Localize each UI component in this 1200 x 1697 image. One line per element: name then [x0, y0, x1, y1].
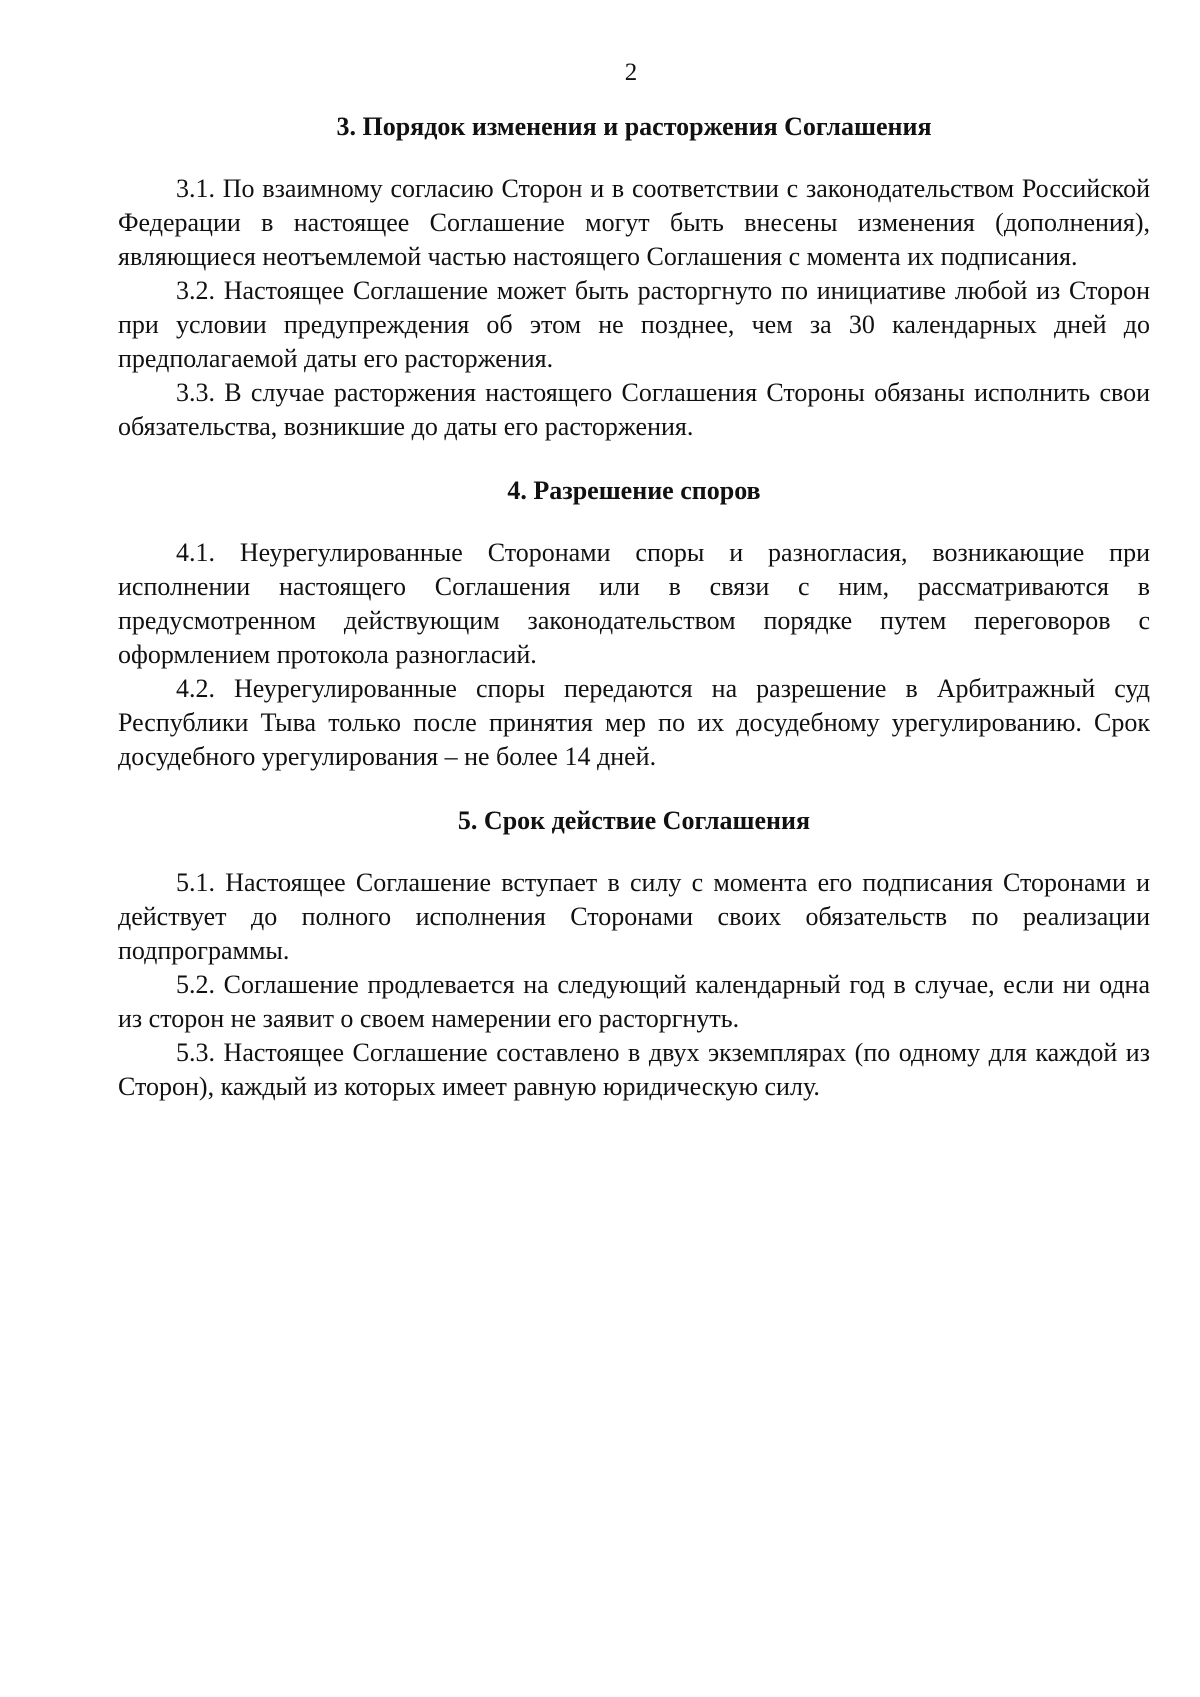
paragraph-3-3: 3.3. В случае расторжения настоящего Соглашения Стороны обязаны исполнить свои обязательства, возникшие до даты его расторжения.: [118, 378, 1150, 441]
page-number: 2: [624, 59, 638, 86]
document-body: [118, 110, 1150, 1104]
section-title: 5. Срок действие Соглашения: [457, 806, 811, 835]
paragraph-5-1: 5.1. Настоящее Соглашение вступает в силу с момента его подписания Сторонами и действует до полного исполнения Сторонами своих обязательств по реализации подпрограммы.: [118, 868, 1150, 965]
paragraph-3-1: 3.1. По взаимному согласию Сторон и в соответствии с законодательством Российской Федерации в настоящее Соглашение могут быть внесены изменения (дополнения), являющиеся неотъемлемой частью настоящего Соглашения с момента их подписания.: [118, 174, 1150, 271]
paragraph-4-1: 4.1. Неурегулированные Сторонами споры и разногласия, возникающие при исполнении настоящего Соглашения или в связи с ним, рассматриваются в предусмотренном действующим законодательством порядке путем переговоров с оформлением протокола разногласий.: [118, 538, 1150, 669]
section-agreement-term: [118, 804, 1150, 1104]
paragraph-5-2: 5.2. Соглашение продлевается на следующий календарный год в случае, если ни одна из сторон не заявит о своем намерении его расторгнуть.: [118, 970, 1150, 1033]
section-dispute-resolution: [118, 474, 1150, 774]
paragraph-4-2: 4.2. Неурегулированные споры передаются на разрешение в Арбитражный суд Республики Тыва только после принятия мер по их досудебному урегулированию. Срок досудебного урегулирования – не более 14 дней.: [118, 674, 1150, 771]
paragraph-3-2: 3.2. Настоящее Соглашение может быть расторгнуто по инициативе любой из Сторон при условии предупреждения об этом не позднее, чем за 30 календарных дней до предполагаемой даты его расторжения.: [118, 276, 1150, 373]
section-amendment-termination: [118, 110, 1150, 444]
paragraph-5-3: 5.3. Настоящее Соглашение составлено в двух экземплярах (по одному для каждой из Сторон), каждый из которых имеет равную юридическую силу.: [118, 1038, 1150, 1101]
section-title: 4. Разрешение споров: [507, 476, 761, 505]
section-title: 3. Порядок изменения и расторжения Соглашения: [336, 112, 932, 141]
